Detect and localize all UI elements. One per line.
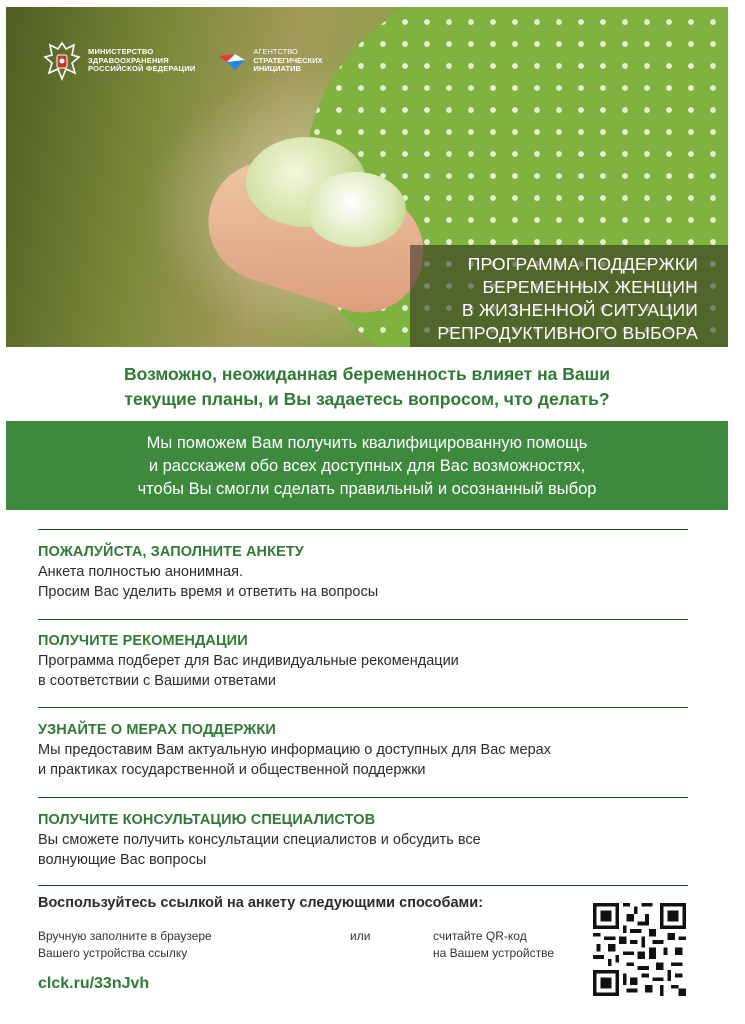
step-text-line: волнующие Вас вопросы (38, 852, 207, 868)
ministry-line-1: МИНИСТЕРСТВО (88, 47, 154, 57)
bootie-right (306, 172, 406, 247)
ministry-line-2: ЗДРАВООХРАНЕНИЯ (88, 55, 169, 65)
step-text-line: Просим Вас уделить время и ответить на вопросы (38, 584, 379, 600)
banner-line-3: чтобы Вы смогли сделать правильный и осознанный выбор (137, 480, 597, 498)
step-text (38, 651, 698, 691)
option-qr (433, 928, 554, 962)
step-title: ПОЛУЧИТЕ КОНСУЛЬТАЦИЮ СПЕЦИАЛИСТОВ (38, 812, 376, 828)
step-text (38, 740, 698, 780)
step-consultation (38, 810, 698, 870)
step-text-line: Программа подберет для Вас индивидуальные рекомендации (38, 653, 459, 669)
title-line-3: В ЖИЗНЕННОЙ СИТУАЦИИ (461, 300, 698, 320)
survey-link[interactable]: clck.ru/33nJvh (38, 975, 150, 992)
title-line-2: БЕРЕМЕННЫХ ЖЕНЩИН (482, 277, 698, 297)
banner-line-2: и расскажем обо всех доступных для Вас возможностях, (148, 457, 586, 475)
option-or: или (350, 929, 371, 943)
step-title: ПОЛУЧИТЕ РЕКОМЕНДАЦИИ (38, 633, 248, 649)
question-line-2: текущие планы, и Вы задаетесь вопросом, что делать? (124, 389, 610, 409)
qr-code-icon[interactable] (593, 903, 686, 996)
program-title (410, 245, 728, 347)
ministry-logo-text (88, 48, 195, 74)
divider (38, 797, 688, 798)
step-text-line: Вы сможете получить консультации специалистов и обсудить все (38, 832, 481, 848)
logo-row (42, 39, 323, 83)
step-text-line: Анкета полностью анонимная. (38, 564, 243, 580)
step-text (38, 830, 698, 870)
asi-arrow-mark-icon (217, 50, 247, 72)
step-text (38, 562, 698, 602)
step-support-measures (38, 720, 698, 780)
divider (38, 529, 688, 530)
question-line-1: Возможно, неожиданная беременность влияет на Ваши (123, 364, 610, 384)
intro-question (6, 362, 728, 412)
option-browser (38, 928, 212, 962)
option-browser-line-1: Вручную заполните в браузере (38, 929, 212, 943)
agency-logo (217, 48, 322, 74)
agency-line-3: ИНИЦИАТИВ (253, 64, 301, 74)
agency-line-2: СТРАТЕГИЧЕСКИХ (253, 55, 323, 65)
title-line-4: РЕПРОДУКТИВНОГО ВЫБОРА (437, 323, 698, 343)
hero-image (6, 7, 728, 347)
divider (38, 885, 688, 886)
title-line-1: ПРОГРАММА ПОДДЕРЖКИ (467, 254, 698, 274)
step-text-line: Мы предоставим Вам актуальную информацию о доступных для Вас мерах (38, 742, 551, 758)
option-browser-line-2: Вашего устройства ссылку (38, 946, 188, 960)
option-qr-line-2: на Вашем устройстве (433, 946, 555, 960)
option-qr-line-1: считайте QR-код (433, 929, 527, 943)
agency-logo-text (253, 48, 322, 74)
step-recommendations (38, 631, 698, 691)
step-title: ПОЖАЛУЙСТА, ЗАПОЛНИТЕ АНКЕТУ (38, 544, 304, 560)
footer-heading: Воспользуйтесь ссылкой на анкету следующими способами: (38, 895, 484, 911)
step-fill-survey (38, 542, 698, 602)
ministry-line-3: РОССИЙСКОЙ ФЕДЕРАЦИИ (88, 64, 196, 74)
agency-line-1: АГЕНТСТВО (253, 47, 298, 57)
step-title: УЗНАЙТЕ О МЕРАХ ПОДДЕРЖКИ (38, 722, 276, 738)
divider (38, 707, 688, 708)
help-banner (6, 421, 728, 510)
double-headed-eagle-emblem-icon (42, 39, 82, 83)
step-text-line: и практиках государственной и общественной поддержки (38, 762, 426, 778)
divider (38, 619, 688, 620)
banner-line-1: Мы поможем Вам получить квалифицированную помощь (146, 434, 588, 452)
ministry-logo (42, 39, 195, 83)
step-text-line: в соответствии с Вашими ответами (38, 673, 276, 689)
